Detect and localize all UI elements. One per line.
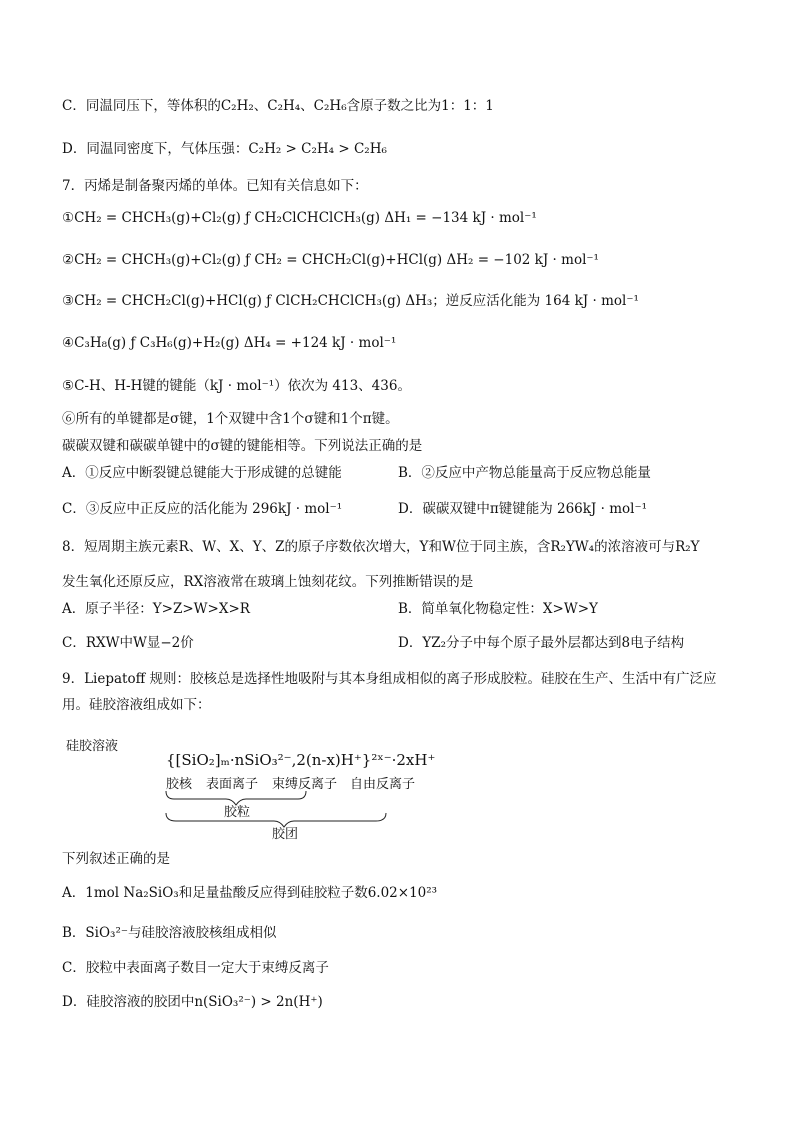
option-d-q9: D．硅胶溶液的胶团中n(SiO₃²⁻) > 2n(H⁺)	[62, 994, 323, 1010]
info-6: ⑥所有的单键都是σ键，1个双键中含1个σ键和1个π键。	[62, 411, 399, 427]
micelle-formula: {[SiO₂]ₘ·nSiO₃²⁻,2(n-x)H⁺}²ˣ⁻·2xH⁺	[166, 751, 436, 769]
option-a-q8: A．原子半径：Y>Z>W>X>R	[62, 601, 250, 617]
label-micelle: 胶团	[272, 827, 299, 842]
label-free-counterions: 自由反离子	[350, 777, 416, 792]
option-c-q9: C．胶粒中表面离子数目一定大于束缚反离子	[62, 960, 329, 976]
option-c-q6: C．同温同压下，等体积的C₂H₂、C₂H₄、C₂H₆含原子数之比为1：1：1	[62, 98, 494, 114]
option-b-q9: B．SiO₃²⁻与硅胶溶液胶核组成相似	[62, 925, 277, 941]
question-9-stem-cont: 用。硅胶溶液组成如下：	[62, 697, 211, 713]
option-d-q8: D．YZ₂分子中每个原子最外层都达到8电子结构	[398, 635, 685, 651]
question-8-stem: 8．短周期主族元素R、W、X、Y、Z的原子序数依次增大，Y和W位于同主族，含R₂YW₄的浓溶液可与R₂Y	[62, 539, 700, 555]
question-7-prompt: 碳碳双键和碳碳单键中的σ键的键能相等。下列说法正确的是	[62, 438, 423, 454]
reaction-2: ②CH₂ = CHCH₃(g)+Cl₂(g) ƒ CH₂ = CHCH₂Cl(g)+HCl(g) ΔH₂ = −102 kJ · mol⁻¹	[62, 252, 599, 268]
label-colloid-core: 胶核	[166, 777, 193, 792]
reaction-1: ①CH₂ = CHCH₃(g)+Cl₂(g) ƒ CH₂ClCHClCH₃(g) ΔH₁ = −134 kJ · mol⁻¹	[62, 210, 537, 226]
question-7-stem: 7．丙烯是制备聚丙烯的单体。已知有关信息如下：	[62, 178, 368, 194]
reaction-3: ③CH₂ = CHCH₂Cl(g)+HCl(g) ƒ ClCH₂CHClCH₃(g) ΔH₃；逆反应活化能为 164 kJ · mol⁻¹	[62, 293, 639, 309]
question-9-prompt: 下列叙述正确的是	[62, 851, 170, 867]
option-b-q8: B．简单氧化物稳定性：X>W>Y	[398, 601, 598, 617]
silica-sol-diagram	[66, 735, 486, 840]
option-d-q7: D．碳碳双键中π键键能为 266kJ · mol⁻¹	[398, 501, 648, 517]
option-a-q7: A．①反应中断裂键总键能大于形成键的总键能	[62, 465, 342, 481]
option-c-q8: C．RXW中W显−2价	[62, 635, 194, 651]
option-c-q7: C．③反应中正反应的活化能为 296kJ · mol⁻¹	[62, 501, 343, 517]
option-b-q7: B．②反应中产物总能量高于反应物总能量	[398, 465, 651, 481]
option-a-q9: A．1mol Na₂SiO₃和足量盐酸反应得到硅胶粒子数6.02×10²³	[62, 885, 438, 901]
diagram-title: 硅胶溶液	[66, 739, 119, 754]
question-8-stem-cont: 发生氧化还原反应，RX溶液常在玻璃上蚀刻花纹。下列推断错误的是	[62, 574, 474, 590]
label-bound-counterions: 束缚反离子	[272, 777, 338, 792]
info-5: ⑤C-H、H-H键的键能（kJ · mol⁻¹）依次为 413、436。	[62, 378, 411, 394]
question-9-stem: 9．Liepatoff 规则：胶核总是选择性地吸附与其本身组成相似的离子形成胶粒。硅胶在生产、生活中有广泛应	[62, 671, 717, 687]
label-surface-ions: 表面离子	[206, 777, 259, 792]
option-d-q6: D．同温同密度下，气体压强：C₂H₂ > C₂H₄ > C₂H₆	[62, 141, 387, 157]
reaction-4: ④C₃H₈(g) ƒ C₃H₆(g)+H₂(g) ΔH₄ = +124 kJ · mol⁻¹	[62, 335, 397, 351]
label-colloid-particle: 胶粒	[224, 805, 251, 820]
